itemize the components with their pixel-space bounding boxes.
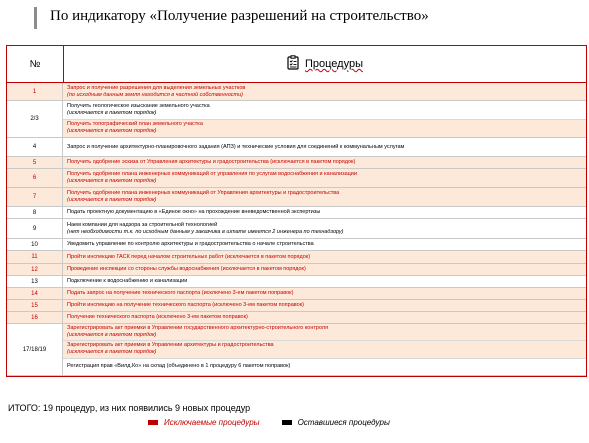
procedure-text: Запрос и получение архитектурно-планировочного задания (АПЗ) и технические условия для соединений к коммунальным услугам — [67, 143, 405, 150]
row-procedures — [63, 83, 586, 100]
table-row — [7, 157, 586, 169]
table-row — [7, 207, 586, 219]
table-row — [7, 138, 586, 157]
procedure-text: Пройти инспекцию на получение технического паспорта (исключено 3-ем пакетом поправок) — [67, 302, 304, 308]
procedure-text: Получить одобрение плана инженерных коммуникаций от управления по услугам водоснабжения и канализации — [67, 171, 357, 177]
table-row — [7, 324, 586, 376]
row-number: 6 — [7, 169, 63, 187]
procedure-text: Проведение инспекции со стороны службы водоснабжения (исключается в пакетом порядок) — [67, 266, 306, 272]
procedure-cell — [63, 83, 586, 100]
page-title: По индикатору «Получение разрешений на строительство» — [50, 8, 429, 24]
procedure-cell — [63, 288, 586, 299]
row-procedures — [63, 157, 586, 168]
row-procedures — [63, 251, 586, 263]
procedure-cell — [63, 188, 586, 206]
clipboard-icon — [287, 55, 299, 73]
row-number: 5 — [7, 157, 63, 168]
title-bar — [0, 0, 589, 32]
summary-text: ИТОГО: 19 процедур, из них появились 9 новых процедур — [8, 403, 251, 413]
procedure-text: Получить топографический план земельного участка — [67, 121, 203, 128]
procedure-note: (исключается в пакетом порядок) — [67, 197, 157, 203]
row-number: 16 — [7, 312, 63, 323]
row-procedures — [63, 300, 586, 311]
title-accent-line — [34, 7, 37, 29]
row-procedures — [63, 207, 586, 218]
procedures-table — [6, 45, 587, 377]
procedure-note: (исключается в пакетом порядок) — [67, 128, 157, 135]
table-row — [7, 312, 586, 324]
table-row — [7, 264, 586, 276]
header-number: № — [7, 46, 64, 82]
procedure-cell — [63, 300, 586, 311]
legend-item-remaining — [282, 418, 390, 427]
procedure-text: Зарегистрировать акт приемки в Управлении государственного архитектурно-строительного контроля — [67, 325, 329, 332]
row-procedures — [63, 312, 586, 323]
row-number: 17/18/19 — [7, 324, 63, 375]
procedure-cell — [63, 138, 586, 156]
procedure-cell — [63, 276, 586, 287]
row-number: 14 — [7, 288, 63, 299]
legend-label-excluded: Исключаемые процедуры — [164, 418, 260, 427]
table-row — [7, 219, 586, 239]
table-body — [7, 83, 586, 376]
row-number: 13 — [7, 276, 63, 287]
procedure-cell — [63, 340, 586, 357]
row-procedures — [63, 264, 586, 275]
row-procedures — [63, 188, 586, 206]
row-number: 8 — [7, 207, 63, 218]
row-number: 11 — [7, 251, 63, 263]
row-number: 9 — [7, 219, 63, 238]
row-number: 7 — [7, 188, 63, 206]
procedure-text: Пройти инспекцию ГАСК перед началом строительных работ (исключается в пакетом порядок) — [67, 253, 311, 260]
procedure-cell — [63, 324, 586, 340]
procedure-text: Подать проектную документацию в «Единое окно» на прохождение вневедомственной экспертизы — [67, 209, 321, 215]
table-row — [7, 83, 586, 101]
row-number: 15 — [7, 300, 63, 311]
procedure-cell — [63, 101, 586, 119]
table-row — [7, 101, 586, 138]
table-row — [7, 300, 586, 312]
table-row — [7, 169, 586, 188]
table-row — [7, 288, 586, 300]
procedure-cell — [63, 251, 586, 263]
procedure-note: (по исходным данным земля находится в частной собственности) — [67, 91, 243, 98]
legend — [148, 418, 390, 427]
procedure-text: Зарегистрировать акт приемки в Управлении архитектуры и градостроительства — [67, 342, 274, 349]
procedure-cell — [63, 239, 586, 250]
legend-label-remaining: Оставшиеся процедуры — [297, 418, 390, 427]
legend-item-excluded — [148, 418, 260, 427]
row-number: 1 — [7, 83, 63, 100]
procedure-text: Получение технического паспорта (исключено 3-ем пакетом поправок) — [67, 314, 248, 320]
row-number: 2/3 — [7, 101, 63, 137]
row-procedures — [63, 101, 586, 137]
header-procedures-label: Процедуры — [304, 58, 363, 70]
procedure-text: Подключение к водоснабжению и канализации — [67, 278, 188, 284]
table-header — [7, 46, 586, 83]
procedure-text: Получить одобрение плана инженерных коммуникаций от Управления архитектуры и градостроительства — [67, 190, 340, 196]
procedure-cell — [63, 219, 586, 238]
procedure-note: (исключается в пакетом порядок) — [67, 332, 157, 339]
row-procedures — [63, 169, 586, 187]
row-number: 12 — [7, 264, 63, 275]
procedure-text: Уведомить управление по контролю архитектуры и градостроительства о начале строительства — [67, 241, 314, 247]
row-procedures — [63, 324, 586, 375]
row-number: 10 — [7, 239, 63, 250]
procedure-text: Запрос и получение разрешения для выделения земельных участков — [67, 84, 246, 91]
row-procedures — [63, 219, 586, 238]
procedure-note: (исключается в пакетом порядок) — [67, 178, 157, 184]
row-procedures — [63, 276, 586, 287]
procedure-text: Получить одобрение эскиза от Управления архитектуры и градостроительства (исключается в пакетом порядок) — [67, 159, 356, 165]
procedure-text: Регистрация прав «Вилд.Ко» на склад (объединено в 1 процедуру 6 пакетом поправок) — [67, 363, 291, 370]
procedure-text: Подать запрос на получение технического паспорта (исключено 3-ем пакетом поправок) — [67, 290, 294, 296]
procedure-cell — [63, 264, 586, 275]
procedure-note: (нет необходимости т.к. по исходным данным у заказчика в штате имеется 2 инженера по технадзору) — [67, 228, 344, 235]
legend-swatch-excluded — [148, 420, 158, 425]
procedure-cell — [63, 119, 586, 138]
procedure-cell — [63, 312, 586, 323]
legend-swatch-remaining — [282, 420, 292, 425]
table-row — [7, 188, 586, 207]
table-row — [7, 251, 586, 264]
procedure-text: Наем компании для надзора за строительной технологией — [67, 221, 218, 228]
row-procedures — [63, 288, 586, 299]
procedure-cell — [63, 169, 586, 187]
table-row — [7, 276, 586, 288]
procedure-cell — [63, 207, 586, 218]
procedure-text: Получить геологическое изыскание земельного участка — [67, 102, 210, 109]
header-procedures — [64, 46, 586, 82]
procedure-note: (исключается в пакетом порядок) — [67, 109, 157, 116]
row-procedures — [63, 138, 586, 156]
procedure-note: (исключается в пакетом порядок) — [67, 349, 157, 356]
procedure-cell — [63, 157, 586, 168]
procedure-cell — [63, 358, 586, 375]
row-procedures — [63, 239, 586, 250]
table-row — [7, 239, 586, 251]
row-number: 4 — [7, 138, 63, 156]
